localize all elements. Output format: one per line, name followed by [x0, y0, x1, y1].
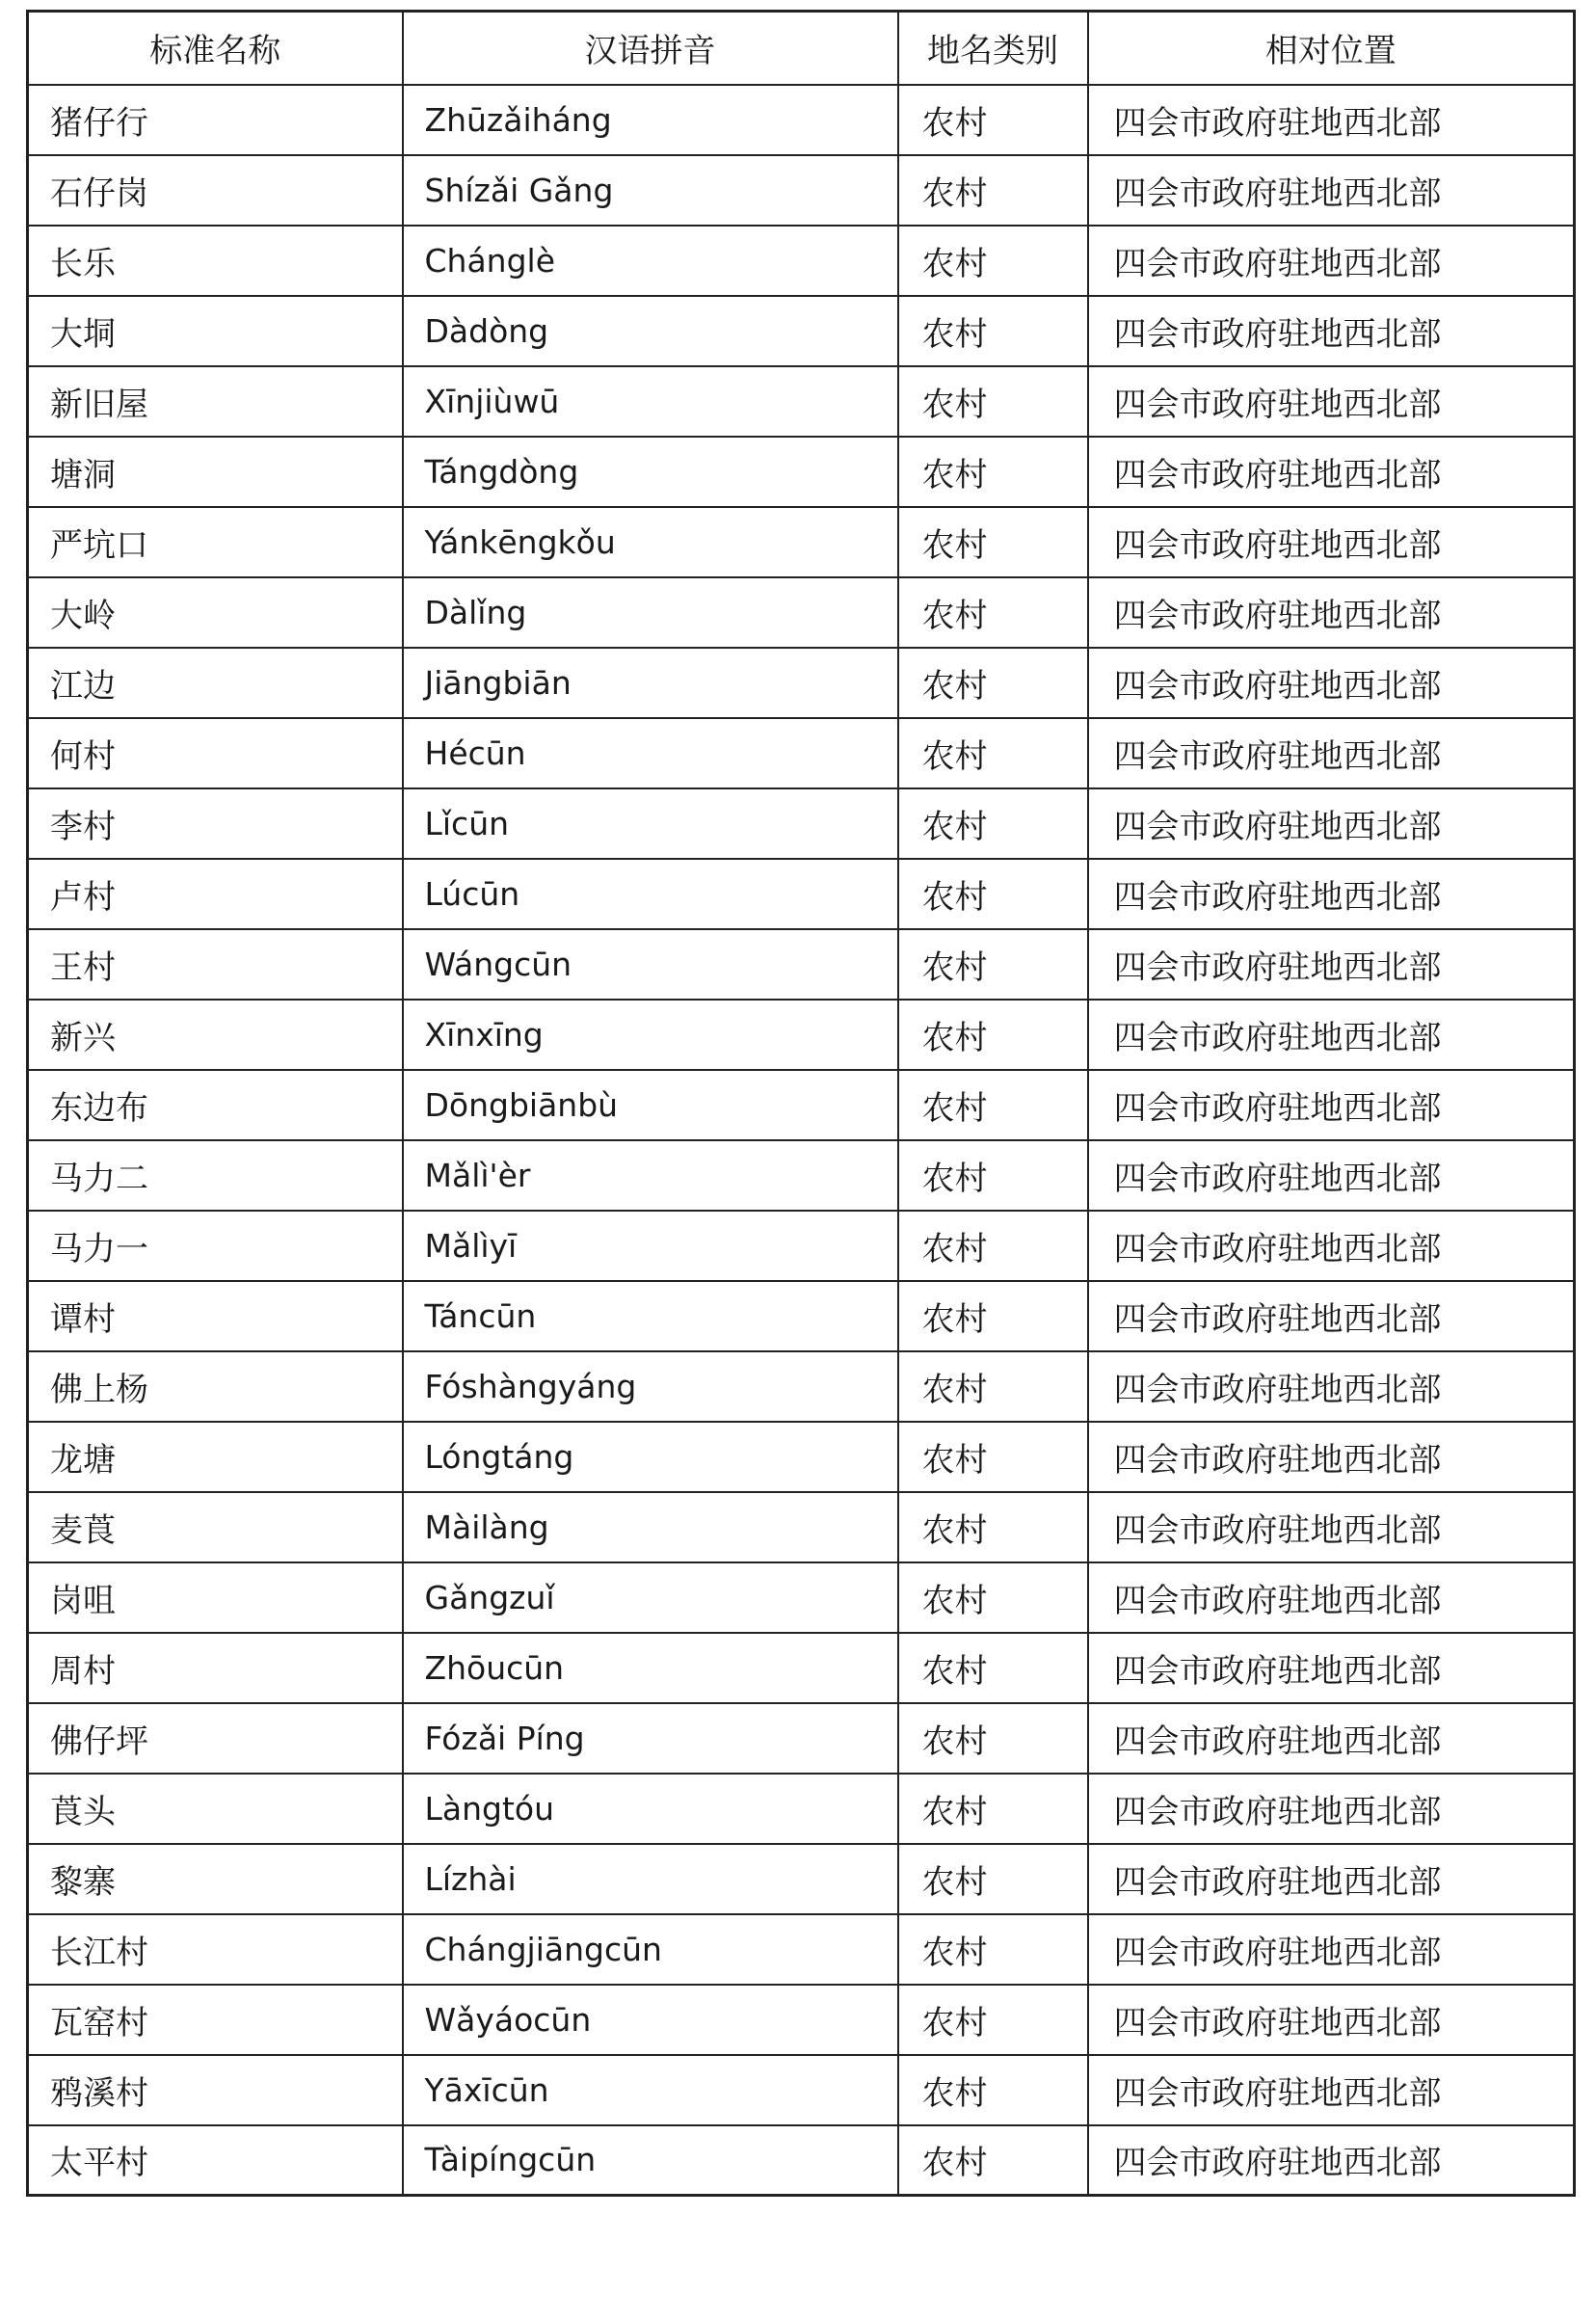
place-type-cell: 农村	[898, 296, 1088, 366]
pinyin-cell: Làngtóu	[403, 1774, 898, 1844]
table-row	[28, 648, 1575, 718]
relative-location-cell: 四会市政府驻地西北部	[1088, 1492, 1575, 1562]
table-row	[28, 2125, 1575, 2196]
table-row	[28, 718, 1575, 788]
standard-name-cell: 卢村	[28, 859, 403, 929]
pinyin-cell: Dōngbiānbù	[403, 1070, 898, 1140]
standard-name-cell: 周村	[28, 1633, 403, 1703]
table-row	[28, 1985, 1575, 2055]
header-row	[28, 12, 1575, 85]
standard-name-cell: 大岭	[28, 577, 403, 648]
pinyin-cell: Lízhài	[403, 1844, 898, 1914]
pinyin-cell: Xīnxīng	[403, 1000, 898, 1070]
table-row	[28, 1422, 1575, 1492]
pinyin-cell: Zhōucūn	[403, 1633, 898, 1703]
relative-location-cell: 四会市政府驻地西北部	[1088, 648, 1575, 718]
relative-location-cell: 四会市政府驻地西北部	[1088, 85, 1575, 155]
place-type-cell: 农村	[898, 85, 1088, 155]
standard-name-cell: 佛上杨	[28, 1351, 403, 1422]
place-type-cell: 农村	[898, 1562, 1088, 1633]
relative-location-cell: 四会市政府驻地西北部	[1088, 2125, 1575, 2196]
pinyin-cell: Chánglè	[403, 226, 898, 296]
pinyin-cell: Màilàng	[403, 1492, 898, 1562]
table-row	[28, 155, 1575, 226]
standard-name-cell: 大垌	[28, 296, 403, 366]
place-type-cell: 农村	[898, 577, 1088, 648]
place-type-cell: 农村	[898, 1000, 1088, 1070]
relative-location-cell: 四会市政府驻地西北部	[1088, 507, 1575, 577]
table-body	[28, 85, 1575, 2196]
table-row	[28, 226, 1575, 296]
pinyin-cell: Tángdòng	[403, 437, 898, 507]
relative-location-cell: 四会市政府驻地西北部	[1088, 718, 1575, 788]
place-type-cell: 农村	[898, 1774, 1088, 1844]
standard-name-cell: 李村	[28, 788, 403, 859]
relative-location-cell: 四会市政府驻地西北部	[1088, 1914, 1575, 1985]
pinyin-cell: Wǎyáocūn	[403, 1985, 898, 2055]
pinyin-cell: Lóngtáng	[403, 1422, 898, 1492]
place-type-cell: 农村	[898, 1211, 1088, 1281]
table-row	[28, 859, 1575, 929]
place-type-cell: 农村	[898, 226, 1088, 296]
table-row	[28, 85, 1575, 155]
relative-location-cell: 四会市政府驻地西北部	[1088, 437, 1575, 507]
pinyin-cell: Lúcūn	[403, 859, 898, 929]
table-row	[28, 1000, 1575, 1070]
place-type-cell: 农村	[898, 2125, 1088, 2196]
pinyin-cell: Xīnjiùwū	[403, 366, 898, 437]
standard-name-cell: 东边布	[28, 1070, 403, 1140]
relative-location-cell: 四会市政府驻地西北部	[1088, 366, 1575, 437]
place-type-cell: 农村	[898, 507, 1088, 577]
table-row	[28, 1633, 1575, 1703]
table-row	[28, 1562, 1575, 1633]
place-type-cell: 农村	[898, 859, 1088, 929]
place-type-cell: 农村	[898, 1492, 1088, 1562]
relative-location-cell: 四会市政府驻地西北部	[1088, 1774, 1575, 1844]
place-type-cell: 农村	[898, 437, 1088, 507]
place-names-table	[26, 10, 1576, 2197]
relative-location-cell: 四会市政府驻地西北部	[1088, 226, 1575, 296]
place-type-cell: 农村	[898, 1351, 1088, 1422]
place-type-cell: 农村	[898, 1422, 1088, 1492]
table-row	[28, 577, 1575, 648]
relative-location-cell: 四会市政府驻地西北部	[1088, 1985, 1575, 2055]
pinyin-cell: Yāxīcūn	[403, 2055, 898, 2125]
table-row	[28, 1351, 1575, 1422]
pinyin-cell: Yánkēngkǒu	[403, 507, 898, 577]
pinyin-cell: Lǐcūn	[403, 788, 898, 859]
standard-name-cell: 石仔岗	[28, 155, 403, 226]
standard-name-cell: 何村	[28, 718, 403, 788]
place-type-cell: 农村	[898, 1070, 1088, 1140]
standard-name-cell: 塘洞	[28, 437, 403, 507]
table-row	[28, 1774, 1575, 1844]
header-pinyin: 汉语拼音	[403, 12, 898, 85]
relative-location-cell: 四会市政府驻地西北部	[1088, 577, 1575, 648]
pinyin-cell: Shízǎi Gǎng	[403, 155, 898, 226]
table-row	[28, 1140, 1575, 1211]
place-type-cell: 农村	[898, 1914, 1088, 1985]
standard-name-cell: 严坑口	[28, 507, 403, 577]
pinyin-cell: Fóshàngyáng	[403, 1351, 898, 1422]
relative-location-cell: 四会市政府驻地西北部	[1088, 2055, 1575, 2125]
relative-location-cell: 四会市政府驻地西北部	[1088, 859, 1575, 929]
place-type-cell: 农村	[898, 1140, 1088, 1211]
relative-location-cell: 四会市政府驻地西北部	[1088, 929, 1575, 1000]
relative-location-cell: 四会市政府驻地西北部	[1088, 1351, 1575, 1422]
place-type-cell: 农村	[898, 1985, 1088, 2055]
standard-name-cell: 新旧屋	[28, 366, 403, 437]
place-type-cell: 农村	[898, 366, 1088, 437]
place-type-cell: 农村	[898, 1633, 1088, 1703]
pinyin-cell: Jiāngbiān	[403, 648, 898, 718]
standard-name-cell: 龙塘	[28, 1422, 403, 1492]
relative-location-cell: 四会市政府驻地西北部	[1088, 788, 1575, 859]
standard-name-cell: 瓦窑村	[28, 1985, 403, 2055]
relative-location-cell: 四会市政府驻地西北部	[1088, 1562, 1575, 1633]
standard-name-cell: 佛仔坪	[28, 1703, 403, 1774]
relative-location-cell: 四会市政府驻地西北部	[1088, 1844, 1575, 1914]
relative-location-cell: 四会市政府驻地西北部	[1088, 1000, 1575, 1070]
relative-location-cell: 四会市政府驻地西北部	[1088, 155, 1575, 226]
table-row	[28, 2055, 1575, 2125]
table-row	[28, 437, 1575, 507]
pinyin-cell: Fózǎi Píng	[403, 1703, 898, 1774]
standard-name-cell: 谭村	[28, 1281, 403, 1351]
table-row	[28, 1070, 1575, 1140]
place-type-cell: 农村	[898, 929, 1088, 1000]
standard-name-cell: 岗咀	[28, 1562, 403, 1633]
pinyin-cell: Mǎlì'èr	[403, 1140, 898, 1211]
standard-name-cell: 麦莨	[28, 1492, 403, 1562]
relative-location-cell: 四会市政府驻地西北部	[1088, 1422, 1575, 1492]
standard-name-cell: 马力一	[28, 1211, 403, 1281]
table-row	[28, 1211, 1575, 1281]
standard-name-cell: 江边	[28, 648, 403, 718]
header-relative-location: 相对位置	[1088, 12, 1575, 85]
standard-name-cell: 莨头	[28, 1774, 403, 1844]
relative-location-cell: 四会市政府驻地西北部	[1088, 1070, 1575, 1140]
pinyin-cell: Chángjiāngcūn	[403, 1914, 898, 1985]
place-type-cell: 农村	[898, 1844, 1088, 1914]
table-row	[28, 1281, 1575, 1351]
place-type-cell: 农村	[898, 718, 1088, 788]
relative-location-cell: 四会市政府驻地西北部	[1088, 1211, 1575, 1281]
place-type-cell: 农村	[898, 1703, 1088, 1774]
relative-location-cell: 四会市政府驻地西北部	[1088, 1140, 1575, 1211]
standard-name-cell: 黎寨	[28, 1844, 403, 1914]
relative-location-cell: 四会市政府驻地西北部	[1088, 1281, 1575, 1351]
table-row	[28, 366, 1575, 437]
table-row	[28, 1844, 1575, 1914]
standard-name-cell: 鸦溪村	[28, 2055, 403, 2125]
relative-location-cell: 四会市政府驻地西北部	[1088, 1703, 1575, 1774]
table-row	[28, 929, 1575, 1000]
table-row	[28, 1703, 1575, 1774]
standard-name-cell: 马力二	[28, 1140, 403, 1211]
table-row	[28, 788, 1575, 859]
table-row	[28, 507, 1575, 577]
pinyin-cell: Tàipíngcūn	[403, 2125, 898, 2196]
pinyin-cell: Táncūn	[403, 1281, 898, 1351]
pinyin-cell: Dàdòng	[403, 296, 898, 366]
pinyin-cell: Gǎngzuǐ	[403, 1562, 898, 1633]
standard-name-cell: 新兴	[28, 1000, 403, 1070]
place-type-cell: 农村	[898, 155, 1088, 226]
pinyin-cell: Wángcūn	[403, 929, 898, 1000]
standard-name-cell: 王村	[28, 929, 403, 1000]
table-row	[28, 1914, 1575, 1985]
table-row	[28, 296, 1575, 366]
standard-name-cell: 太平村	[28, 2125, 403, 2196]
relative-location-cell: 四会市政府驻地西北部	[1088, 1633, 1575, 1703]
pinyin-cell: Mǎlìyī	[403, 1211, 898, 1281]
place-type-cell: 农村	[898, 648, 1088, 718]
place-type-cell: 农村	[898, 2055, 1088, 2125]
pinyin-cell: Hécūn	[403, 718, 898, 788]
standard-name-cell: 猪仔行	[28, 85, 403, 155]
standard-name-cell: 长江村	[28, 1914, 403, 1985]
pinyin-cell: Zhūzǎiháng	[403, 85, 898, 155]
table-header	[28, 12, 1575, 85]
place-type-cell: 农村	[898, 1281, 1088, 1351]
standard-name-cell: 长乐	[28, 226, 403, 296]
place-type-cell: 农村	[898, 788, 1088, 859]
pinyin-cell: Dàlǐng	[403, 577, 898, 648]
header-place-type: 地名类别	[898, 12, 1088, 85]
header-standard-name: 标准名称	[28, 12, 403, 85]
relative-location-cell: 四会市政府驻地西北部	[1088, 296, 1575, 366]
table-row	[28, 1492, 1575, 1562]
